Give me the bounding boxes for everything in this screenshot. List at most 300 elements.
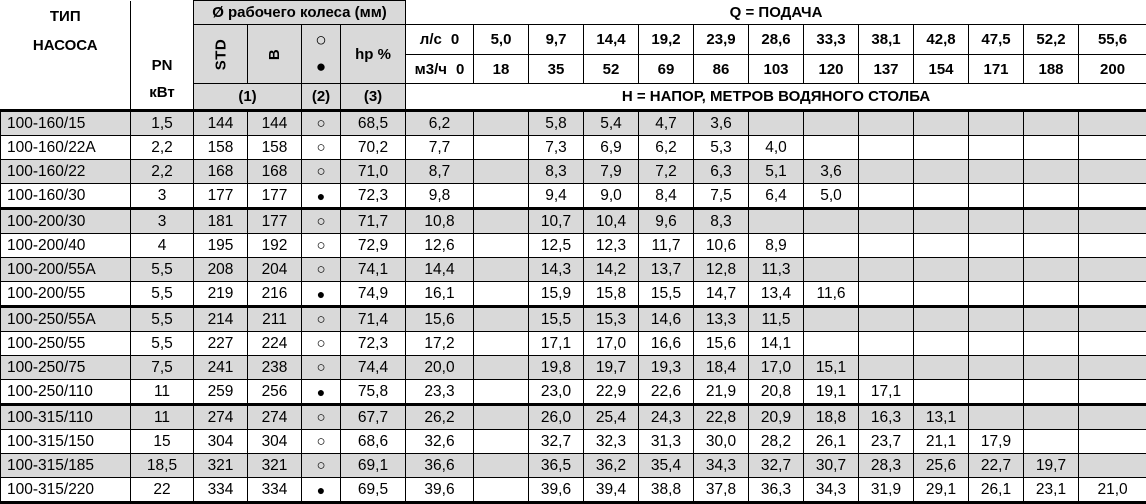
head-value-cell: [1024, 356, 1079, 380]
pump-row: [1, 282, 1146, 307]
head-value-cell: 39,6: [529, 478, 584, 503]
head-value-cell: 14,4: [406, 258, 474, 282]
pn-value-cell: 11: [131, 405, 194, 430]
head-value-cell: 17,9: [969, 430, 1024, 454]
b-diameter-cell: 177: [248, 184, 302, 209]
pn-value-cell: 18,5: [131, 454, 194, 478]
head-value-cell: 9,0: [584, 184, 639, 209]
head-value-cell: [1079, 430, 1146, 454]
head-value-cell: [804, 209, 859, 234]
head-value-cell: 7,2: [639, 160, 694, 184]
head-value-cell: 26,1: [969, 478, 1024, 503]
head-value-cell: [914, 111, 969, 136]
head-value-cell: [859, 209, 914, 234]
head-value-cell: 18,4: [694, 356, 749, 380]
std-diameter-cell: 168: [194, 160, 248, 184]
head-value-cell: 19,3: [639, 356, 694, 380]
pump-type-cell: 100-200/55A: [1, 258, 131, 282]
head-value-cell: 39,4: [584, 478, 639, 503]
b-diameter-cell: 158: [248, 136, 302, 160]
open-circle-icon: ○: [302, 160, 341, 184]
open-circle-icon: ○: [302, 356, 341, 380]
filled-circle-icon: ●: [302, 282, 341, 307]
flow-lps-value: 0: [451, 31, 459, 48]
head-value-cell: 7,7: [406, 136, 474, 160]
efficiency-value-cell: 70,2: [341, 136, 406, 160]
head-value-cell: 15,3: [584, 307, 639, 332]
b-diameter-cell: 177: [248, 209, 302, 234]
head-value-cell: [969, 184, 1024, 209]
head-value-cell: [474, 282, 529, 307]
head-value-cell: 36,2: [584, 454, 639, 478]
head-value-cell: [859, 258, 914, 282]
head-value-cell: 22,7: [969, 454, 1024, 478]
head-value-cell: [474, 234, 529, 258]
head-value-cell: 5,8: [529, 111, 584, 136]
head-value-cell: 23,0: [529, 380, 584, 405]
head-value-cell: 30,0: [694, 430, 749, 454]
pump-type-header-line2: НАСОСА: [1, 30, 131, 59]
flow-lps-header: 47,5: [969, 25, 1024, 55]
head-value-cell: 5,3: [694, 136, 749, 160]
filled-circle-icon: ●: [302, 184, 341, 209]
head-value-cell: 19,8: [529, 356, 584, 380]
head-value-cell: 12,3: [584, 234, 639, 258]
head-value-cell: [1024, 258, 1079, 282]
head-value-cell: [474, 160, 529, 184]
efficiency-value-cell: 72,9: [341, 234, 406, 258]
head-value-cell: [804, 258, 859, 282]
head-value-cell: [1079, 380, 1146, 405]
head-value-cell: 22,9: [584, 380, 639, 405]
head-value-cell: [474, 356, 529, 380]
head-value-cell: [1079, 209, 1146, 234]
head-value-cell: 16,3: [859, 405, 914, 430]
efficiency-value-cell: 68,6: [341, 430, 406, 454]
open-circle-icon: ○: [302, 28, 340, 54]
pump-type-cell: 100-160/22A: [1, 136, 131, 160]
pump-type-cell: 100-315/185: [1, 454, 131, 478]
head-value-cell: 24,3: [639, 405, 694, 430]
flow-m3h-header: 120: [804, 55, 859, 84]
flow-m3h-header: 200: [1079, 55, 1146, 84]
open-circle-icon: ○: [302, 307, 341, 332]
b-diameter-cell: 216: [248, 282, 302, 307]
head-value-cell: [914, 380, 969, 405]
head-value-cell: [1024, 430, 1079, 454]
head-value-cell: 13,7: [639, 258, 694, 282]
head-value-cell: 20,0: [406, 356, 474, 380]
std-diameter-cell: 208: [194, 258, 248, 282]
head-value-cell: [859, 356, 914, 380]
b-diameter-cell: 144: [248, 111, 302, 136]
pn-value-cell: 22: [131, 478, 194, 503]
flow-section-header: Q = ПОДАЧА: [406, 1, 1146, 25]
b-diameter-cell: 321: [248, 454, 302, 478]
head-value-cell: 22,6: [639, 380, 694, 405]
head-value-cell: [1024, 136, 1079, 160]
efficiency-value-cell: 74,9: [341, 282, 406, 307]
head-value-cell: 34,3: [694, 454, 749, 478]
head-value-cell: 5,1: [749, 160, 804, 184]
std-diameter-cell: 227: [194, 332, 248, 356]
head-value-cell: [969, 209, 1024, 234]
flow-lps-header: 42,8: [914, 25, 969, 55]
head-section-header: Н = НАПОР, МЕТРОВ ВОДЯНОГО СТОЛБА: [406, 84, 1146, 111]
std-diameter-cell: 158: [194, 136, 248, 160]
head-value-cell: 13,4: [749, 282, 804, 307]
head-value-cell: 11,5: [749, 307, 804, 332]
pump-row: [1, 111, 1146, 136]
flow-m3h-header: 18: [474, 55, 529, 84]
head-value-cell: [969, 332, 1024, 356]
head-value-cell: [1024, 282, 1079, 307]
head-value-cell: 17,1: [529, 332, 584, 356]
head-value-cell: [474, 430, 529, 454]
pn-value-cell: 2,2: [131, 160, 194, 184]
pn-value-cell: 5,5: [131, 332, 194, 356]
pump-row: [1, 160, 1146, 184]
head-value-cell: [1079, 184, 1146, 209]
head-value-cell: [749, 209, 804, 234]
head-value-cell: [1024, 234, 1079, 258]
head-value-cell: [914, 258, 969, 282]
head-value-cell: 32,7: [749, 454, 804, 478]
flow-m3h-header: 137: [859, 55, 914, 84]
head-value-cell: [1024, 160, 1079, 184]
head-value-cell: [969, 405, 1024, 430]
head-value-cell: 35,4: [639, 454, 694, 478]
head-value-cell: 7,9: [584, 160, 639, 184]
head-value-cell: [914, 282, 969, 307]
head-value-cell: [1079, 356, 1146, 380]
pn-value-cell: 5,5: [131, 307, 194, 332]
open-circle-icon: ○: [302, 209, 341, 234]
head-value-cell: 3,6: [804, 160, 859, 184]
std-diameter-cell: 144: [194, 111, 248, 136]
flow-m3h-header: 171: [969, 55, 1024, 84]
head-value-cell: [474, 209, 529, 234]
std-label: STD: [212, 38, 229, 70]
head-value-cell: [1024, 184, 1079, 209]
head-value-cell: [804, 332, 859, 356]
pn-label: PN: [131, 52, 193, 79]
flow-lps-header: 52,2: [1024, 25, 1079, 55]
head-value-cell: 15,1: [804, 356, 859, 380]
b-diameter-cell: 256: [248, 380, 302, 405]
head-value-cell: 16,1: [406, 282, 474, 307]
head-value-cell: [969, 234, 1024, 258]
pn-value-cell: 5,5: [131, 282, 194, 307]
head-value-cell: [914, 356, 969, 380]
m3h-unit-label: м3/ч: [415, 61, 447, 78]
flow-m3h-header: 103: [749, 55, 804, 84]
head-value-cell: 19,1: [804, 380, 859, 405]
head-value-cell: [749, 111, 804, 136]
head-value-cell: 25,6: [914, 454, 969, 478]
head-value-cell: 28,2: [749, 430, 804, 454]
flow-m3h-header-first: [406, 55, 474, 84]
pump-row: [1, 307, 1146, 332]
pump-type-cell: 100-315/150: [1, 430, 131, 454]
open-circle-icon: ○: [302, 111, 341, 136]
head-value-cell: 6,2: [406, 111, 474, 136]
pn-value-cell: 2,2: [131, 136, 194, 160]
head-value-cell: 20,8: [749, 380, 804, 405]
head-value-cell: 10,6: [694, 234, 749, 258]
flow-m3h-header: 188: [1024, 55, 1079, 84]
head-value-cell: [969, 307, 1024, 332]
b-label: B: [266, 48, 283, 59]
head-value-cell: [969, 356, 1024, 380]
efficiency-value-cell: 68,5: [341, 111, 406, 136]
efficiency-value-cell: 67,7: [341, 405, 406, 430]
head-value-cell: 12,8: [694, 258, 749, 282]
pump-type-cell: 100-250/55A: [1, 307, 131, 332]
head-value-cell: 5,4: [584, 111, 639, 136]
flow-lps-header: 38,1: [859, 25, 914, 55]
head-value-cell: [969, 160, 1024, 184]
pump-row: [1, 258, 1146, 282]
head-value-cell: 32,3: [584, 430, 639, 454]
head-value-cell: 21,0: [1079, 478, 1146, 503]
head-value-cell: [969, 380, 1024, 405]
efficiency-value-cell: 71,0: [341, 160, 406, 184]
pn-value-cell: 1,5: [131, 111, 194, 136]
head-value-cell: [1079, 111, 1146, 136]
head-value-cell: 11,3: [749, 258, 804, 282]
head-value-cell: 32,6: [406, 430, 474, 454]
head-value-cell: [1079, 332, 1146, 356]
head-value-cell: 3,6: [694, 111, 749, 136]
head-value-cell: 6,9: [584, 136, 639, 160]
flow-lps-header: 19,2: [639, 25, 694, 55]
head-value-cell: 29,1: [914, 478, 969, 503]
head-value-cell: [914, 209, 969, 234]
pn-value-cell: 3: [131, 184, 194, 209]
head-value-cell: 28,3: [859, 454, 914, 478]
pump-row: [1, 356, 1146, 380]
head-value-cell: 17,0: [749, 356, 804, 380]
efficiency-value-cell: 72,3: [341, 332, 406, 356]
b-diameter-cell: 224: [248, 332, 302, 356]
std-diameter-cell: 259: [194, 380, 248, 405]
head-value-cell: [859, 307, 914, 332]
pump-type-cell: 100-200/55: [1, 282, 131, 307]
head-value-cell: 7,5: [694, 184, 749, 209]
head-value-cell: 11,6: [804, 282, 859, 307]
b-diameter-cell: 304: [248, 430, 302, 454]
head-value-cell: 8,7: [406, 160, 474, 184]
b-column-header: [248, 25, 302, 84]
head-value-cell: 10,4: [584, 209, 639, 234]
pump-type-cell: 100-250/75: [1, 356, 131, 380]
head-value-cell: 19,7: [584, 356, 639, 380]
footnote-2-marker: (2): [302, 84, 341, 111]
head-value-cell: 9,8: [406, 184, 474, 209]
head-value-cell: [914, 136, 969, 160]
head-value-cell: 26,2: [406, 405, 474, 430]
head-value-cell: 10,8: [406, 209, 474, 234]
open-circle-icon: ○: [302, 136, 341, 160]
efficiency-value-cell: 72,3: [341, 184, 406, 209]
head-value-cell: 15,5: [639, 282, 694, 307]
head-value-cell: [1079, 282, 1146, 307]
pump-type-header: [1, 1, 131, 111]
pump-type-cell: 100-200/40: [1, 234, 131, 258]
head-value-cell: [1024, 111, 1079, 136]
head-value-cell: [474, 380, 529, 405]
head-value-cell: 34,3: [804, 478, 859, 503]
pump-row: [1, 454, 1146, 478]
head-value-cell: 22,8: [694, 405, 749, 430]
head-value-cell: [969, 282, 1024, 307]
head-value-cell: 26,1: [804, 430, 859, 454]
head-value-cell: 4,0: [749, 136, 804, 160]
std-diameter-cell: 334: [194, 478, 248, 503]
head-value-cell: [474, 184, 529, 209]
head-value-cell: 11,7: [639, 234, 694, 258]
head-value-cell: 9,4: [529, 184, 584, 209]
head-value-cell: [914, 160, 969, 184]
head-value-cell: [969, 136, 1024, 160]
flow-m3h-header: 35: [529, 55, 584, 84]
std-diameter-cell: 195: [194, 234, 248, 258]
pump-row: [1, 405, 1146, 430]
head-value-cell: [1079, 234, 1146, 258]
head-value-cell: 32,7: [529, 430, 584, 454]
head-value-cell: 6,2: [639, 136, 694, 160]
flow-lps-header: 23,9: [694, 25, 749, 55]
pump-row: [1, 209, 1146, 234]
std-diameter-cell: 274: [194, 405, 248, 430]
std-diameter-cell: 214: [194, 307, 248, 332]
head-value-cell: 8,4: [639, 184, 694, 209]
efficiency-value-cell: 75,8: [341, 380, 406, 405]
head-value-cell: [1024, 209, 1079, 234]
head-value-cell: 31,3: [639, 430, 694, 454]
flow-m3h-header: 154: [914, 55, 969, 84]
head-value-cell: 25,4: [584, 405, 639, 430]
head-value-cell: [1079, 136, 1146, 160]
pn-value-cell: 4: [131, 234, 194, 258]
head-value-cell: [859, 184, 914, 209]
open-circle-icon: ○: [302, 234, 341, 258]
head-value-cell: 20,9: [749, 405, 804, 430]
head-value-cell: [1079, 405, 1146, 430]
head-value-cell: 16,6: [639, 332, 694, 356]
pump-row: [1, 430, 1146, 454]
head-value-cell: 9,6: [639, 209, 694, 234]
std-diameter-cell: 219: [194, 282, 248, 307]
head-value-cell: [1079, 160, 1146, 184]
head-value-cell: 15,6: [406, 307, 474, 332]
open-circle-icon: ○: [302, 430, 341, 454]
head-value-cell: [474, 405, 529, 430]
head-value-cell: 15,5: [529, 307, 584, 332]
flow-lps-header-first: [406, 25, 474, 55]
flow-m3h-header: 86: [694, 55, 749, 84]
pump-type-cell: 100-160/15: [1, 111, 131, 136]
lps-unit-label: л/с: [420, 31, 442, 48]
pump-row: [1, 184, 1146, 209]
pump-type-header-line1: ТИП: [1, 1, 131, 30]
b-diameter-cell: 211: [248, 307, 302, 332]
open-circle-icon: ○: [302, 332, 341, 356]
filled-circle-icon: ●: [302, 380, 341, 405]
efficiency-value-cell: 71,7: [341, 209, 406, 234]
head-value-cell: 15,6: [694, 332, 749, 356]
head-value-cell: 5,0: [804, 184, 859, 209]
head-value-cell: [859, 160, 914, 184]
filled-circle-icon: ●: [302, 478, 341, 503]
pump-type-cell: 100-315/220: [1, 478, 131, 503]
head-value-cell: 13,3: [694, 307, 749, 332]
head-value-cell: 23,7: [859, 430, 914, 454]
head-value-cell: 14,6: [639, 307, 694, 332]
head-value-cell: 36,3: [749, 478, 804, 503]
pn-value-cell: 5,5: [131, 258, 194, 282]
efficiency-column-header: hp %: [341, 25, 406, 84]
head-value-cell: [1024, 332, 1079, 356]
b-diameter-cell: 274: [248, 405, 302, 430]
head-value-cell: [474, 332, 529, 356]
head-value-cell: 21,9: [694, 380, 749, 405]
filled-circle-icon: ●: [302, 54, 340, 80]
std-diameter-cell: 241: [194, 356, 248, 380]
flow-lps-header: 14,4: [584, 25, 639, 55]
head-value-cell: [969, 258, 1024, 282]
efficiency-value-cell: 69,5: [341, 478, 406, 503]
std-diameter-cell: 304: [194, 430, 248, 454]
flow-m3h-header: 52: [584, 55, 639, 84]
head-value-cell: [1024, 307, 1079, 332]
head-value-cell: [474, 111, 529, 136]
head-value-cell: [859, 282, 914, 307]
flow-lps-header: 55,6: [1079, 25, 1146, 55]
efficiency-value-cell: 74,1: [341, 258, 406, 282]
efficiency-value-cell: 71,4: [341, 307, 406, 332]
head-value-cell: 6,3: [694, 160, 749, 184]
pump-row: [1, 332, 1146, 356]
flow-lps-header: 33,3: [804, 25, 859, 55]
efficiency-value-cell: 69,1: [341, 454, 406, 478]
footnote-1-marker: (1): [194, 84, 302, 111]
head-value-cell: [1079, 454, 1146, 478]
head-value-cell: 18,8: [804, 405, 859, 430]
std-diameter-cell: 321: [194, 454, 248, 478]
head-value-cell: 36,6: [406, 454, 474, 478]
head-value-cell: [474, 478, 529, 503]
head-value-cell: 17,1: [859, 380, 914, 405]
pump-row: [1, 380, 1146, 405]
head-value-cell: 21,1: [914, 430, 969, 454]
pn-value-cell: 15: [131, 430, 194, 454]
head-value-cell: 8,3: [694, 209, 749, 234]
head-value-cell: 26,0: [529, 405, 584, 430]
head-value-cell: [804, 136, 859, 160]
flow-m3h-header: 69: [639, 55, 694, 84]
pn-header: [131, 1, 194, 111]
head-value-cell: [1024, 380, 1079, 405]
head-value-cell: [914, 184, 969, 209]
head-value-cell: 17,0: [584, 332, 639, 356]
head-value-cell: [914, 332, 969, 356]
head-value-cell: 39,6: [406, 478, 474, 503]
head-value-cell: 13,1: [914, 405, 969, 430]
head-value-cell: 23,1: [1024, 478, 1079, 503]
b-diameter-cell: 168: [248, 160, 302, 184]
